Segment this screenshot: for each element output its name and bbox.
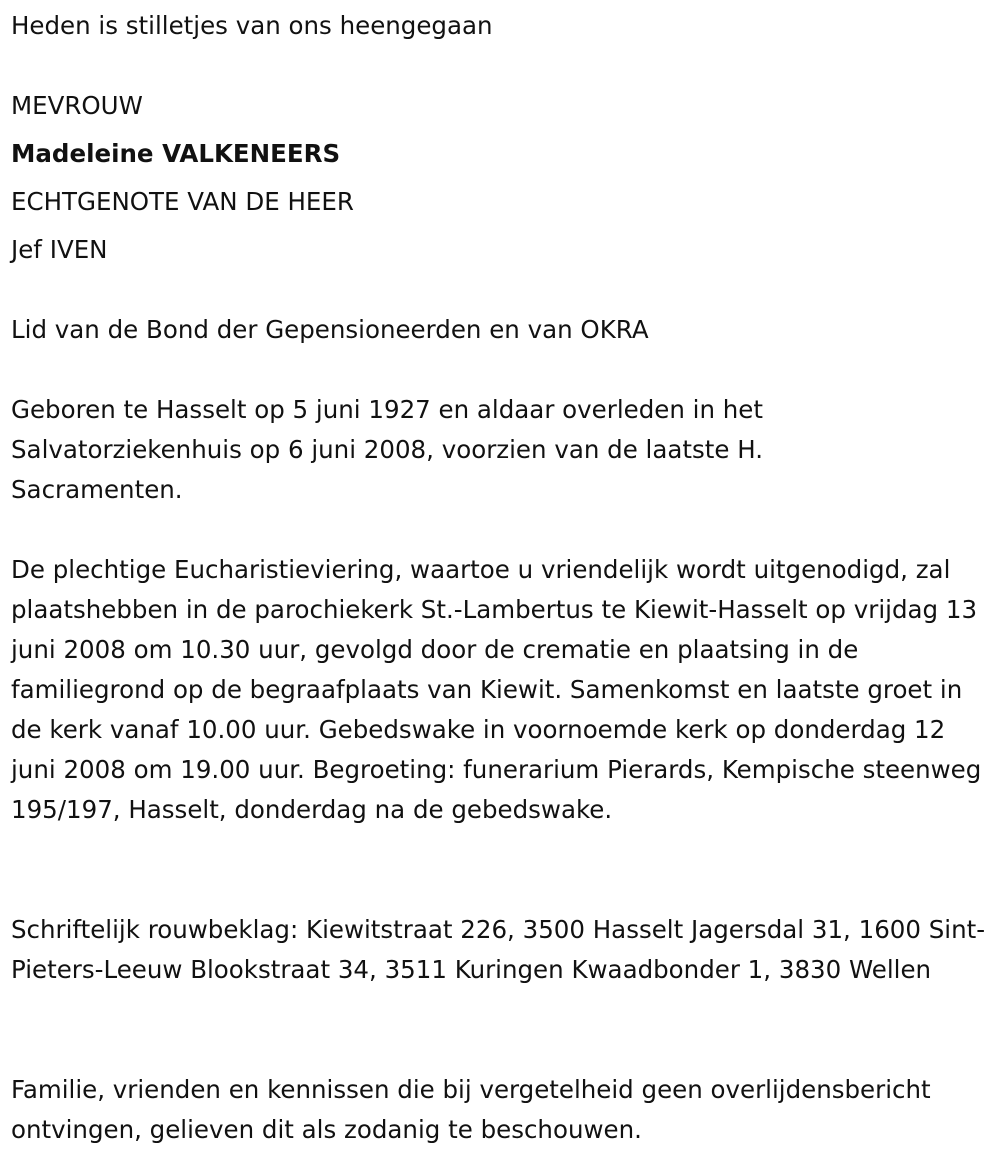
ceremony-paragraph: De plechtige Eucharistieviering, waartoe u vriendelijk wordt uitgenodigd, zal plaatshebben in de parochiekerk St.-Lambertus te Kiewit-Hasselt op vrijdag 13 juni 2008 om 10.30 uur, gevolgd door de crematie en plaatsing in de familiegrond op de begraafplaats van Kiewit. Samenkomst en laatste groet in de kerk vanaf 10.00 uur. Gebedswake in voornoemde kerk op donderdag 12 juni 2008 om 19.00 uur. Begroeting: funerarium Pierards, Kempische steenweg 195/197, Hasselt, donderdag na de gebedswake. bbox=[11, 555, 982, 824]
intro-text: Heden is stilletjes van ons heengegaan bbox=[11, 11, 493, 40]
deceased-name: Madeleine VALKENEERS bbox=[11, 139, 341, 168]
membership-text: Lid van de Bond der Gepensioneerden en van OKRA bbox=[11, 315, 649, 344]
condolence-paragraph: Schriftelijk rouwbeklag: Kiewitstraat 226, 3500 Hasselt Jagersdal 31, 1600 Sint-Pieters-Leeuw Blookstraat 34, 3511 Kuringen Kwaadbonder 1, 3830 Wellen bbox=[11, 915, 986, 984]
spouse-name: Jef IVEN bbox=[11, 235, 108, 264]
birth-death-paragraph: Geboren te Hasselt op 5 juni 1927 en aldaar overleden in het Salvatorziekenhuis op 6 juni 2008, voorzien van de laatste H. Sacramenten. bbox=[11, 395, 764, 504]
honorific: MEVROUW bbox=[11, 91, 143, 120]
spouse-title: ECHTGENOTE VAN DE HEER bbox=[11, 187, 354, 216]
family-note-paragraph: Familie, vrienden en kennissen die bij vergetelheid geen overlijdensbericht ontvingen, gelieven dit als zodanig te beschouwen. bbox=[11, 1075, 931, 1144]
